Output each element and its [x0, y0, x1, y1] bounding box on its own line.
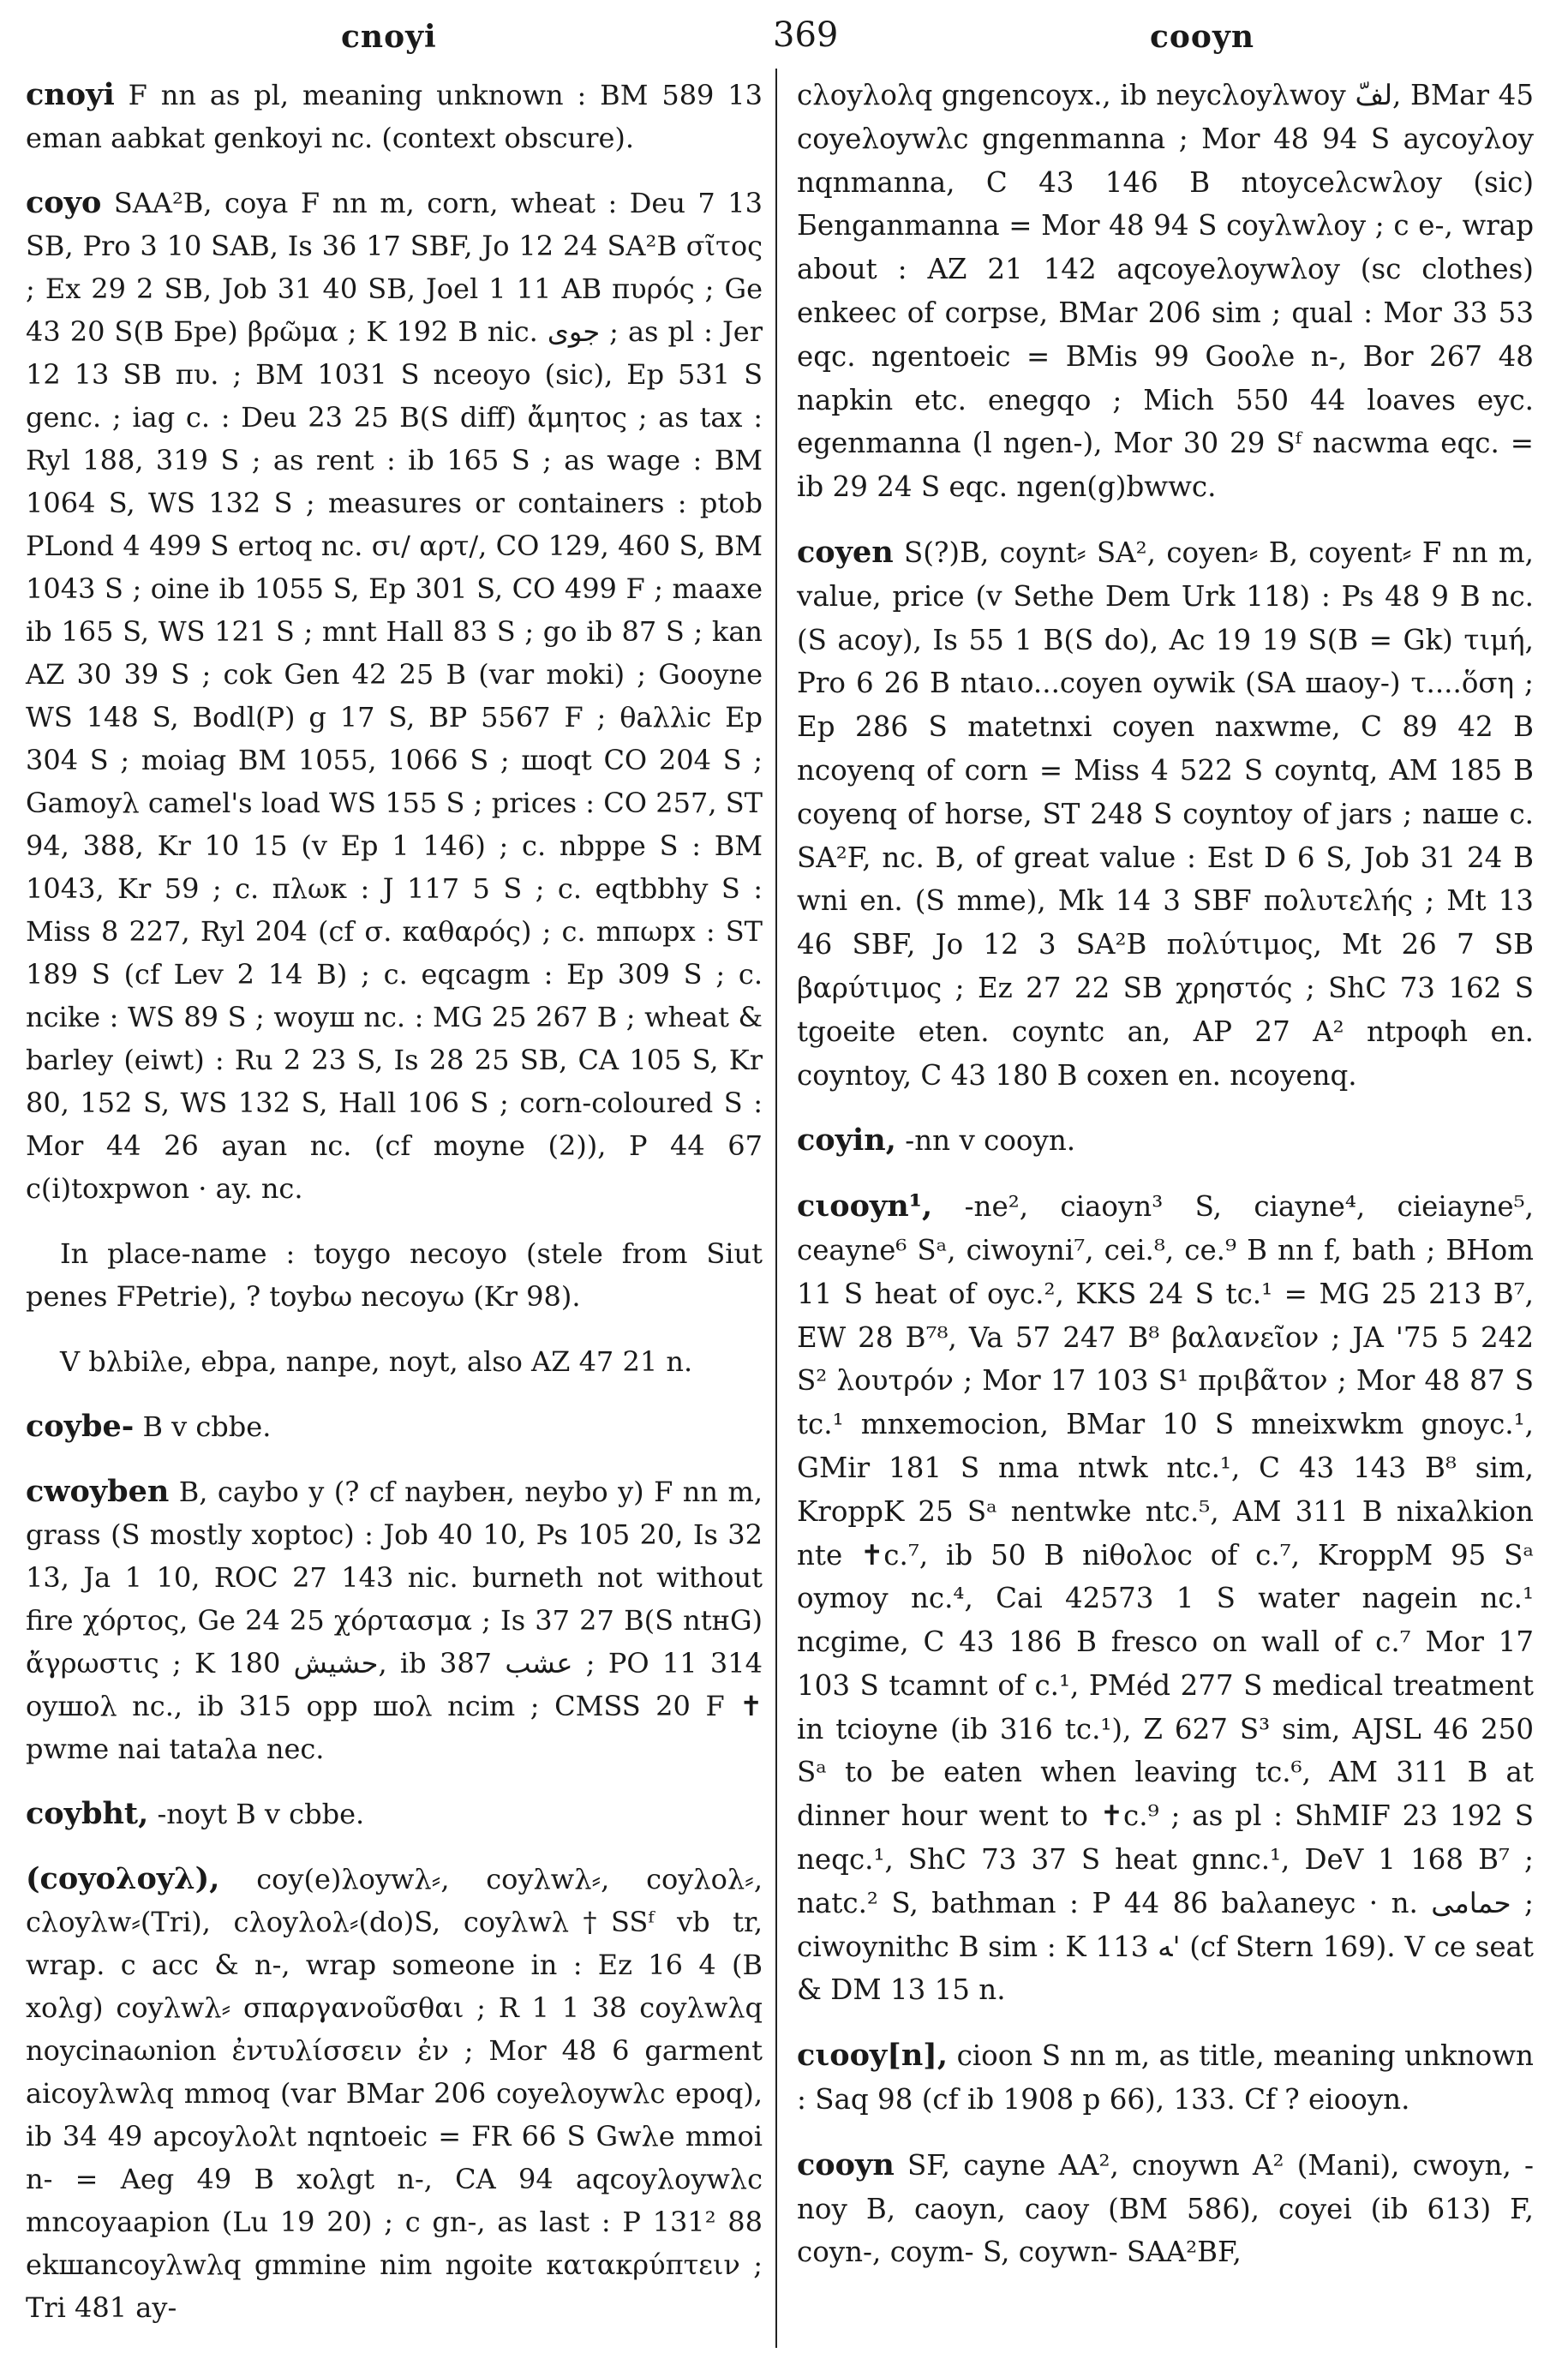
left-running-headword: cnoyi	[341, 19, 437, 55]
entry-text: -noyt B v cbbe.	[157, 1798, 365, 1830]
dictionary-entry	[797, 2144, 1534, 2274]
entry-text: -nn v cooyn.	[905, 1124, 1076, 1158]
dictionary-entry	[797, 74, 1534, 509]
entry-lemma: cnoyi	[26, 77, 115, 112]
dictionary-entry	[26, 1232, 763, 1318]
dictionary-entry	[797, 531, 1534, 1097]
column-divider	[775, 69, 777, 2348]
entry-text: cλoyλoλq gngencoyx., ib neycλoyλwoy لفّ, BMar 45 coyeλoywλc gngenmanna ; Mor 48 94 S aycoyλoy nqnmanna, C 43 146 B ntoyceλcwλoy (sic) Бenganmanna = Mor 48 94 S coyλwλoy ; c e-, wrap about : AZ 21 142 aqcoyeλoywλoy (sc clothes) enkeec of corpse, BMar 206 sim ; qual : Mor 33 53 eqc. ngentoeic = BMis 99 Gooλe n-, Bor 267 48 napkin etc. enegqo ; Mich 550 44 loaves eyc. egenmanna (l ngen-), Mor 30 29 Sᶠ nacwma eqc. = ib 29 24 S eqc. ngen(g)bwwc.	[797, 79, 1534, 504]
right-column	[797, 74, 1534, 2296]
entry-text: In place-name : toygo necoyo (stele from Siut penes FPetrie), ? toybω necoyω (Kr 98).	[26, 1237, 763, 1313]
page-header	[26, 15, 1542, 62]
entry-lemma: cwoyben	[26, 1474, 170, 1509]
entry-text: F nn as pl, meaning unknown : BM 589 13 eman aabkat genkoyi nc. (context obscure).	[26, 79, 763, 154]
entry-lemma: cιooy[n],	[797, 2038, 949, 2074]
dictionary-entry	[26, 1858, 763, 2329]
entry-lemma: cιooyn¹,	[797, 1188, 933, 1224]
entry-lemma: coybe-	[26, 1409, 135, 1444]
right-running-headword: cooyn	[1150, 19, 1255, 55]
entry-text: SAA²B, coya F nn m, corn, wheat : Deu 7 13 SB, Pro 3 10 SAB, Is 36 17 SBF, Jo 12 24 SA²B σῖτος ; Ex 29 2 SB, Job 31 40 SB, Joel 1 11 AB πυρός ; Ge 43 20 S(B Бpe) βρῶμα ; K 192 B nic. ﺟﻮﻯ ; as pl : Jer 12 13 SB πυ. ; BM 1031 S nceoyo (sic), Ep 531 S genc. ; iag c. : Deu 23 25 B(S diff) ἄμητος ; as tax : Ryl 188, 319 S ; as rent : ib 165 S ; as wage : BM 1064 S, WS 132 S ; measures or containers : ptob PLond 4 499 S ertoq nc. σι/ αρτ/, CO 129, 460 S, BM 1043 S ; oine ib 1055 S, Ep 301 S, CO 499 F ; maaxe ib 165 S, WS 121 S ; mnt Hall 83 S ; go ib 87 S ; kan AZ 30 39 S ; cok Gen 42 25 B (var moki) ; Gooyne WS 148 S, Bodl(P) g 17 S, BP 5567 F ; θaλλic Ep 304 S ; moiag BM 1055, 1066 S ; шoqt CO 204 S ; Gamoyλ camel's load WS 155 S ; prices : CO 257, ST 94, 388, Kr 10 15 (v Ep 1 146) ; c. nbppe S : BM 1043, Kr 59 ; c. πλωκ : J 117 5 S ; c. eqtbbhy S : Miss 8 227, Ryl 204 (cf σ. καθαρός) ; c. mπωpx : ST 189 S (cf Lev 2 14 B) ; c. eqcagm : Ep 309 S ; c. ncike : WS 89 S ; woyш nc. : MG 25 267 B ; wheat & barley (eiwt) : Ru 2 23 S, Is 28 25 SB, CA 105 S, Kr 80, 152 S, WS 132 S, Hall 106 S ; corn-coloured S : Mor 44 26 ayan nc. (cf moyne (2)), P 44 67 c(i)toxpwon · ay. nc.	[26, 187, 763, 1205]
dictionary-entry	[26, 1340, 763, 1383]
dictionary-entry	[26, 182, 763, 1210]
entry-lemma: (coyoλoyλ),	[26, 1861, 220, 1896]
dictionary-entry	[26, 1405, 763, 1448]
entry-lemma: coybht,	[26, 1796, 149, 1831]
dictionary-entry	[797, 1119, 1534, 1163]
entry-text: S(?)B, coynt⸗ SA², coyen⸗ B, coyent⸗ F nn m, value, price (v Sethe Dem Urk 118) : Ps 48 9 B nc. (S acoy), Is 55 1 B(S do), Ac 19 19 S(B = Gk) τιμή, Pro 6 26 B ntaιo...coyen oywik (SA шaoy-) τ....ὅση ; Ep 286 S matetnxi coyen naxwme, C 89 42 B ncoyenq of corn = Miss 4 522 S coyntq, AM 185 B coyenq of horse, ST 248 S coyntoy of jars ; naшe c. SA²F, nc. B, of great value : Est D 6 S, Job 31 24 B wni en. (S mme), Mk 14 3 SBF πολυτελής ; Mt 13 46 SBF, Jo 12 3 SA²B πολύτιμος, Mt 26 7 SB βαρύτιμος ; Ez 27 22 SB χρηστός ; ShC 73 162 S tgoeite eten. coyntc an, AP 27 A² ntpoφh en. coyntoy, C 43 180 B coxen en. ncoyenq.	[797, 536, 1534, 1092]
entry-lemma: coyin,	[797, 1123, 896, 1159]
page-number: 369	[773, 15, 839, 55]
dictionary-entry	[26, 1793, 763, 1835]
entry-text: V bλbiλe, ebpa, nanpe, noyt, also AZ 47 21 n.	[60, 1345, 693, 1378]
entry-text: coy(e)λoywλ⸗, coyλwλ⸗, coyλoλ⸗, cλoyλw⸗(Tri), cλoyλoλ⸗(do)S, coyλwλ†SSᶠ vb tr, wrap. c acc & n-, wrap someone in : Ez 16 4 (B xoλg) coyλwλ⸗ σπαργανοῦσθαι ; R 1 1 38 coyλwλq noycinaωnion ἐντυλίσσειν ἐν ; Mor 48 6 garment aicoyλwλq mmoq (var BMar 206 coyeλoywλc epoq), ib 34 49 apcoyλoλt nqntoeic = FR 66 S Gwλe mmoi n- = Aeg 49 B xoλgt n-, CA 94 aqcoyλoywλc mncoyaapion (Lu 19 20) ; c gn-, as last : P 131² 88 ekшancoyλwλq gmmine nim ngoite κατακρύπτειν ; Tri 481 ay-	[26, 1863, 763, 2324]
entry-text: cioon S nn m, as title, meaning unknown : Saq 98 (cf ib 1908 p 66), 133. Cf ? eiooyn.	[797, 2039, 1534, 2117]
entry-text: B, caybo y (? cf naybeн, neybo y) F nn m, grass (S mostly xoptoc) : Job 40 10, Ps 105 20, Is 32 13, Ja 1 10, ROC 27 143 nic. burneth not without fire χόρτος, Ge 24 25 χόρτασμα ; Is 37 27 B(S ntнG) ἄγρωστις ; K 180 حشيش, ib 387 عشب ; PO 11 314 oyшoλ nc., ib 315 opp шoλ ncim ; CMSS 20 F ✝ pwme nai tataλa nec.	[26, 1476, 763, 1765]
entry-text: B v cbbe.	[142, 1410, 272, 1443]
entry-lemma: cooyn	[797, 2146, 895, 2182]
entry-lemma: coyen	[797, 534, 894, 570]
entry-text: -ne², ciaoyn³ S, ciayne⁴, cieiayne⁵, ceayne⁶ Sᵃ, ciwoyni⁷, cei.⁸, ce.⁹ B nn f, bath ; BHom 11 S heat of oyc.², KKS 24 S tc.¹ = MG 25 213 B⁷, EW 28 B⁷⁸, Va 57 247 B⁸ βαλανεῖον ; JA '75 5 242 S² λουτρόν ; Mor 17 103 S¹ πριβᾶτον ; Mor 48 87 S tc.¹ mnxemocion, BMar 10 S mneixwkm gnoyc.¹, GMir 181 S nma ntwk ntc.¹, C 43 143 B⁸ sim, KroppK 25 Sᵃ nentwke ntc.⁵, AM 311 B nixaλkion nte ✝c.⁷, ib 50 B niθoλoc of c.⁷, KroppM 95 Sᵃ oymoy nc.⁴, Cai 42573 1 S water nagein nc.¹ ncgime, C 43 186 B fresco on wall of c.⁷ Mor 17 103 S tcamnt of c.¹, PMéd 277 S medical treatment in tcioyne (ib 316 tc.¹), Z 627 S³ sim, AJSL 46 250 Sᵃ to be eaten when leaving tc.⁶, AM 311 B at dinner hour went to ✝c.⁹ ; as pl : ShMIF 23 192 S neqc.¹, ShC 73 37 S heat gnnc.¹, DeV 1 168 B⁷ ; natc.² S, bathman : P 44 86 baλaneyc · n. حمامى ; ciwoynithc B sim : K 113 ﻪ' (cf Stern 169). V ce seat & DM 13 15 n.	[797, 1190, 1534, 2007]
dictionary-entry	[797, 1185, 1534, 2012]
entry-text: SF, cayne AA², cnoywn A² (Mani), cwoyn, -noy B, caoyn, caoy (BM 586), coyei (ib 613) F, coyn-, coym- S, coywn- SAA²BF,	[797, 2148, 1534, 2269]
entry-lemma: coyo	[26, 185, 102, 220]
dictionary-entry	[26, 74, 763, 159]
dictionary-entry	[797, 2034, 1534, 2122]
left-column	[26, 74, 763, 2351]
dictionary-entry	[26, 1470, 763, 1770]
